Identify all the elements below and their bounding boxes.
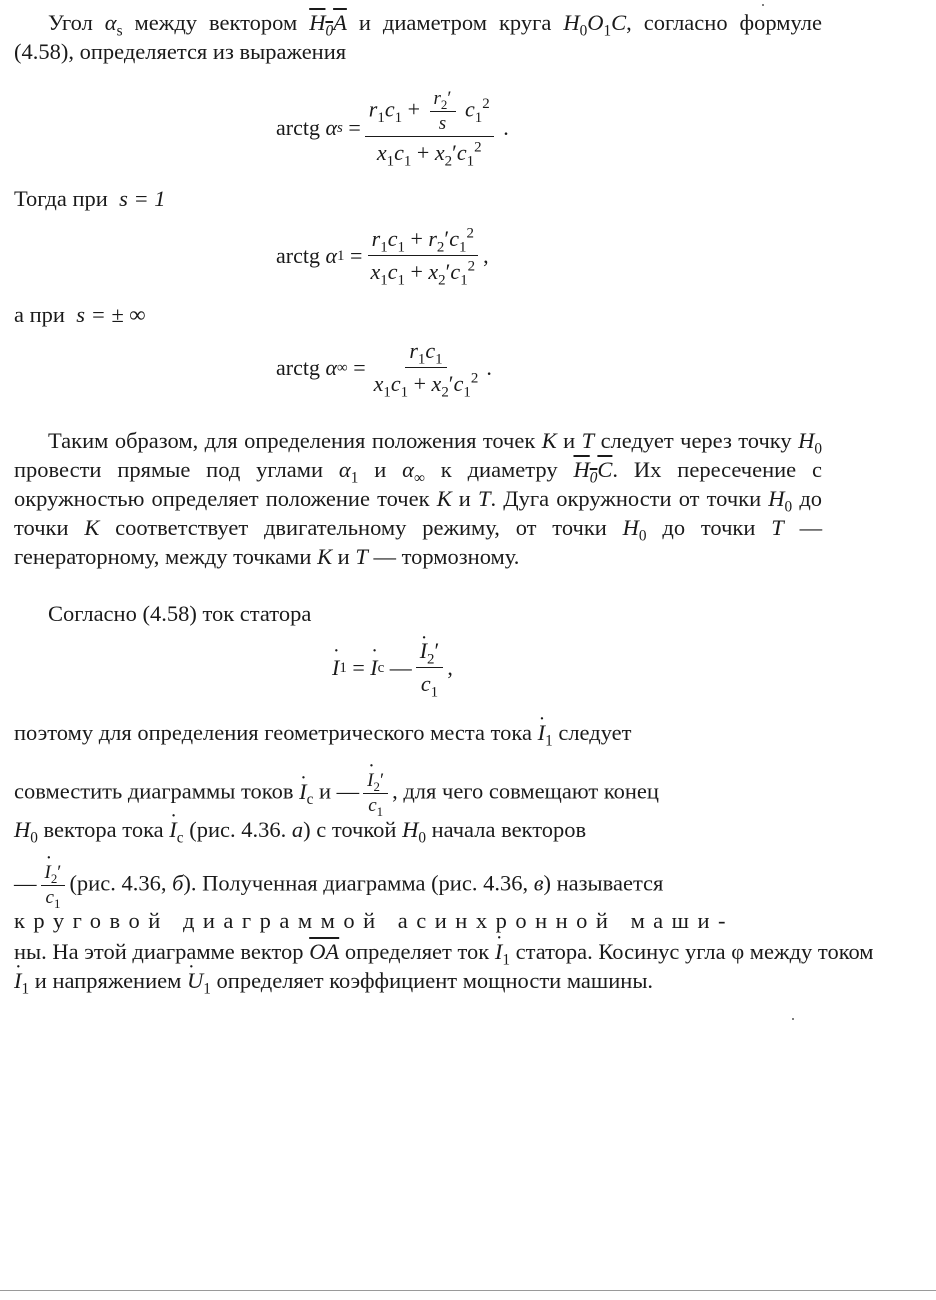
text-line-emphasis: круговой диаграммой асинхронной маши- [14, 908, 735, 933]
equation-arctg-alpha-infinity: arctg α ∞ = $\frac{r_1c_1}{x_1c_1 + x_2'c_1^2}$ . [276, 338, 492, 401]
condition-s-infinity: а при s = ± ∞ [14, 302, 146, 327]
condition-s-equals-1: Тогда при s = 1 [14, 186, 166, 211]
paragraph-intro: Угол $\alpha_s$ между вектором $H_0A$ и диаметром круга $H_0O_1C$, согласно формуле (4.58), определяется из выражения [14, 10, 822, 64]
equation-arctg-alpha-1: arctg α 1 = $\frac{r_1c_1 + r_2'c_1^2}{x_1c_1 + x_2'c_1^2}$ , [276, 225, 489, 289]
scan-speck [762, 4, 764, 6]
text-line-4: — · $\frac{I_2'}{c_1}$ (рис. 4.36, б). Полученная диаграмма (рис. 4.36, в) называется [14, 862, 663, 909]
text-line-2: совместить диаграммы токов · $I_c$ и — · $\frac{I_2'}{c_1}$ , для чего совмещают конец [14, 770, 659, 817]
equation-stator-current: · I 1 = · I c — · $\frac{I_2'}{c_1}$ , [332, 636, 453, 699]
equation-arctg-alpha-s: arctg α s = $r_1c_1$ + $\frac{r_2'}{s}$ $c_1^2$ $x_1c_1 + x_2'c_1^2$ . [276, 88, 509, 170]
page-bottom-rule [0, 1290, 936, 1291]
scan-speck [792, 1018, 794, 1020]
text-line-7: · $I_1$ и напряжением · $U_1$ определяет коэффициент мощности машины. [14, 966, 822, 995]
text-line-3: $H_0$ вектора тока · $I_c$ (рис. 4.36. а) с точкой $H_0$ начала векторов [14, 815, 586, 844]
text-stator-current-intro: Согласно (4.58) ток статора [48, 601, 312, 626]
text-line-1: поэтому для определения геометрического места тока · $I_1$ следует [14, 718, 631, 747]
paragraph-points-k-t: Таким образом, для определения положения точек К и Т следует через точку $H_0$ провести прямые под углами $\alpha_1$ и $\alpha_\infty$ к диаметру $H_0C$. Их пересечение с окружностью определяет положение точек К и Т. Дуга окружности от точки $H_0$ до точки К соответствует двигательному режиму, от точки $H_0$ до точки Т — генераторному, между точками К и Т — тормозному. [14, 428, 823, 569]
text-line-6: ны. На этой диаграмме вектор $\overline{OA}$ определяет ток · $I_1$ статора. Косинус угла φ между током [14, 937, 874, 966]
